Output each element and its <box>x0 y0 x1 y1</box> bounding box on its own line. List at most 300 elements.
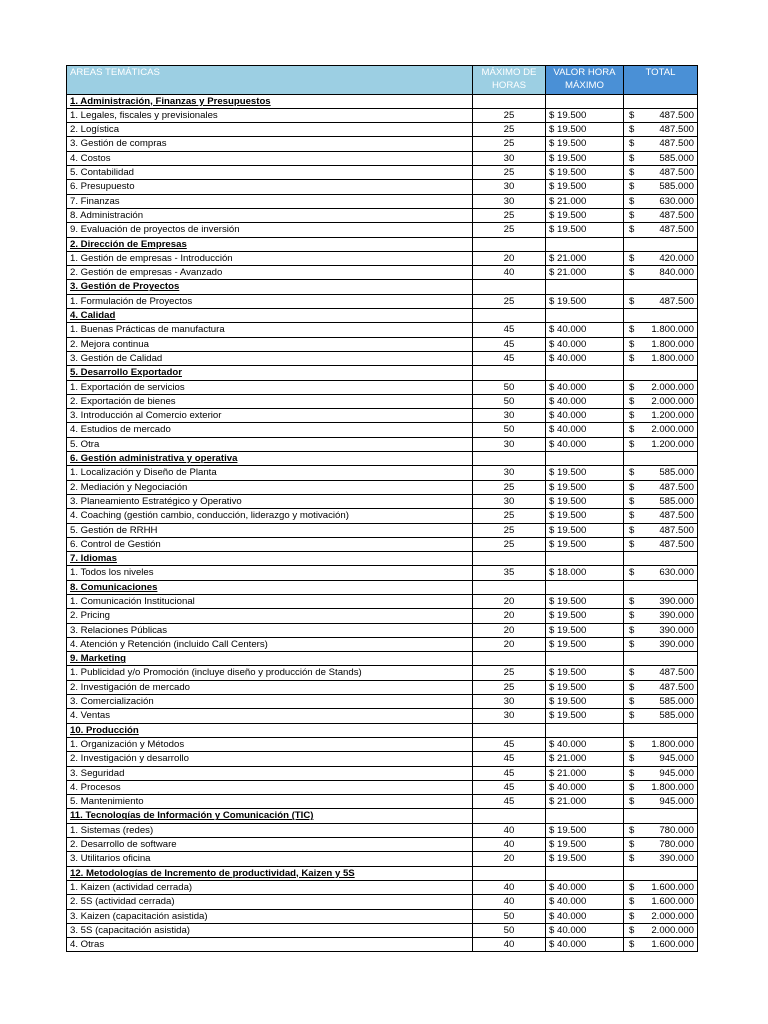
category-title: 9. Marketing <box>67 652 473 666</box>
table-row <box>67 337 698 351</box>
item-name: 3. Planeamiento Estratégico y Operativo <box>67 494 473 508</box>
item-total: 1.600.000 <box>651 881 694 893</box>
item-valor-hora: $ 21.000 <box>546 795 624 809</box>
item-name: 4. Estudios de mercado <box>67 423 473 437</box>
item-horas: 25 <box>473 223 546 237</box>
currency-symbol: $ <box>629 324 635 336</box>
currency-symbol: $ <box>629 224 635 236</box>
item-total-cell <box>624 123 698 137</box>
item-total-cell <box>624 938 698 952</box>
category-title: 5. Desarrollo Exportador <box>67 366 473 380</box>
empty-cell <box>546 309 624 323</box>
item-valor-hora: $ 40.000 <box>546 895 624 909</box>
category-row <box>67 94 698 108</box>
item-valor-hora: $ 40.000 <box>546 923 624 937</box>
item-horas: 50 <box>473 394 546 408</box>
currency-symbol: $ <box>629 124 635 136</box>
item-total: 390.000 <box>659 624 694 636</box>
item-total-cell <box>624 266 698 280</box>
item-total: 2.000.000 <box>651 910 694 922</box>
item-valor-hora: $ 40.000 <box>546 737 624 751</box>
item-total-cell <box>624 423 698 437</box>
empty-cell <box>473 452 546 466</box>
currency-symbol: $ <box>629 681 635 693</box>
category-title: 3. Gestión de Proyectos <box>67 280 473 294</box>
item-name: 3. Relaciones Públicas <box>67 623 473 637</box>
item-valor-hora: $ 40.000 <box>546 323 624 337</box>
category-row <box>67 866 698 880</box>
category-row <box>67 366 698 380</box>
item-horas: 30 <box>473 695 546 709</box>
category-title: 6. Gestión administrativa y operativa <box>67 452 473 466</box>
currency-symbol: $ <box>629 152 635 164</box>
table-row <box>67 394 698 408</box>
empty-cell <box>473 552 546 566</box>
item-total: 1.800.000 <box>651 324 694 336</box>
table-row <box>67 437 698 451</box>
table-row <box>67 938 698 952</box>
item-total-cell <box>624 838 698 852</box>
category-title: 4. Calidad <box>67 309 473 323</box>
item-valor-hora: $ 19.500 <box>546 609 624 623</box>
item-total: 585.000 <box>659 181 694 193</box>
currency-symbol: $ <box>629 438 635 450</box>
item-total-cell <box>624 737 698 751</box>
item-name: 3. Seguridad <box>67 766 473 780</box>
category-title: 2. Dirección de Empresas <box>67 237 473 251</box>
currency-symbol: $ <box>629 710 635 722</box>
category-title: 7. Idiomas <box>67 552 473 566</box>
currency-symbol: $ <box>629 338 635 350</box>
category-row <box>67 652 698 666</box>
item-valor-hora: $ 19.500 <box>546 108 624 122</box>
item-valor-hora: $ 19.500 <box>546 594 624 608</box>
currency-symbol: $ <box>629 939 635 951</box>
header-maximo-horas-line2: HORAS <box>491 80 527 91</box>
item-total-cell <box>624 637 698 651</box>
empty-cell <box>624 366 698 380</box>
item-horas: 30 <box>473 466 546 480</box>
item-total: 487.500 <box>659 224 694 236</box>
item-valor-hora: $ 19.500 <box>546 637 624 651</box>
item-total-cell <box>624 566 698 580</box>
item-valor-hora: $ 19.500 <box>546 537 624 551</box>
currency-symbol: $ <box>629 624 635 636</box>
item-valor-hora: $ 19.500 <box>546 137 624 151</box>
item-horas: 45 <box>473 323 546 337</box>
item-name: 2. Desarrollo de software <box>67 838 473 852</box>
item-valor-hora: $ 40.000 <box>546 780 624 794</box>
item-total: 585.000 <box>659 710 694 722</box>
item-horas: 25 <box>473 166 546 180</box>
item-total: 2.000.000 <box>651 924 694 936</box>
item-name: 5. Mantenimiento <box>67 795 473 809</box>
item-name: 3. Gestión de compras <box>67 137 473 151</box>
item-horas: 20 <box>473 637 546 651</box>
item-total: 420.000 <box>659 252 694 264</box>
item-total: 945.000 <box>659 753 694 765</box>
table-row <box>67 752 698 766</box>
currency-symbol: $ <box>629 881 635 893</box>
table-row <box>67 351 698 365</box>
item-valor-hora: $ 19.500 <box>546 466 624 480</box>
item-total-cell <box>624 923 698 937</box>
empty-cell <box>473 309 546 323</box>
item-total-cell <box>624 208 698 222</box>
item-total-cell <box>624 509 698 523</box>
item-name: 8. Administración <box>67 208 473 222</box>
item-total-cell <box>624 480 698 494</box>
item-total-cell <box>624 609 698 623</box>
empty-cell <box>473 809 546 823</box>
table-row <box>67 666 698 680</box>
item-name: 5. Contabilidad <box>67 166 473 180</box>
item-horas: 45 <box>473 752 546 766</box>
table-row <box>67 223 698 237</box>
item-valor-hora: $ 40.000 <box>546 938 624 952</box>
item-valor-hora: $ 21.000 <box>546 766 624 780</box>
table-row <box>67 166 698 180</box>
item-total-cell <box>624 194 698 208</box>
item-name: 9. Evaluación de proyectos de inversión <box>67 223 473 237</box>
item-total: 945.000 <box>659 796 694 808</box>
item-total-cell <box>624 151 698 165</box>
item-valor-hora: $ 40.000 <box>546 437 624 451</box>
item-horas: 30 <box>473 494 546 508</box>
table-row <box>67 194 698 208</box>
table-row <box>67 466 698 480</box>
item-name: 2. Mediación y Negociación <box>67 480 473 494</box>
item-total: 2.000.000 <box>651 381 694 393</box>
item-total-cell <box>624 666 698 680</box>
item-name: 1. Formulación de Proyectos <box>67 294 473 308</box>
table-row <box>67 766 698 780</box>
item-horas: 50 <box>473 909 546 923</box>
table-row <box>67 909 698 923</box>
category-row <box>67 580 698 594</box>
item-name: 1. Comunicación Institucional <box>67 594 473 608</box>
item-total-cell <box>624 523 698 537</box>
item-valor-hora: $ 19.500 <box>546 695 624 709</box>
item-horas: 30 <box>473 409 546 423</box>
category-title: 11. Tecnologías de Información y Comunicación (TIC) <box>67 809 473 823</box>
item-name: 3. Kaizen (capacitación asistida) <box>67 909 473 923</box>
empty-cell <box>546 580 624 594</box>
empty-cell <box>473 94 546 108</box>
item-total-cell <box>624 394 698 408</box>
rates-table <box>66 65 698 952</box>
item-total: 390.000 <box>659 610 694 622</box>
empty-cell <box>624 652 698 666</box>
table-row <box>67 494 698 508</box>
item-valor-hora: $ 19.500 <box>546 823 624 837</box>
item-name: 7. Finanzas <box>67 194 473 208</box>
item-total: 1.600.000 <box>651 896 694 908</box>
item-valor-hora: $ 19.500 <box>546 180 624 194</box>
item-total-cell <box>624 337 698 351</box>
item-valor-hora: $ 19.500 <box>546 709 624 723</box>
item-total: 585.000 <box>659 495 694 507</box>
table-row <box>67 609 698 623</box>
table-row <box>67 108 698 122</box>
table-row <box>67 151 698 165</box>
item-horas: 40 <box>473 823 546 837</box>
currency-symbol: $ <box>629 853 635 865</box>
category-title: 1. Administración, Finanzas y Presupuestos <box>67 94 473 108</box>
item-name: 1. Kaizen (actividad cerrada) <box>67 880 473 894</box>
currency-symbol: $ <box>629 753 635 765</box>
item-total-cell <box>624 823 698 837</box>
item-name: 6. Presupuesto <box>67 180 473 194</box>
currency-symbol: $ <box>629 295 635 307</box>
item-horas: 50 <box>473 923 546 937</box>
item-valor-hora: $ 19.500 <box>546 123 624 137</box>
item-horas: 30 <box>473 151 546 165</box>
item-valor-hora: $ 19.500 <box>546 166 624 180</box>
category-row <box>67 552 698 566</box>
category-row <box>67 452 698 466</box>
item-total-cell <box>624 294 698 308</box>
table-row <box>67 795 698 809</box>
item-total-cell <box>624 623 698 637</box>
item-valor-hora: $ 40.000 <box>546 409 624 423</box>
item-total-cell <box>624 251 698 265</box>
table-row <box>67 266 698 280</box>
currency-symbol: $ <box>629 796 635 808</box>
item-name: 4. Costos <box>67 151 473 165</box>
currency-symbol: $ <box>629 209 635 221</box>
item-total: 2.000.000 <box>651 395 694 407</box>
currency-symbol: $ <box>629 467 635 479</box>
item-total-cell <box>624 380 698 394</box>
item-name: 1. Buenas Prácticas de manufactura <box>67 323 473 337</box>
table-row <box>67 208 698 222</box>
empty-cell <box>546 237 624 251</box>
currency-symbol: $ <box>629 267 635 279</box>
item-horas: 20 <box>473 852 546 866</box>
currency-symbol: $ <box>629 481 635 493</box>
currency-symbol: $ <box>629 167 635 179</box>
item-horas: 35 <box>473 566 546 580</box>
currency-symbol: $ <box>629 352 635 364</box>
item-valor-hora: $ 19.500 <box>546 680 624 694</box>
item-total: 585.000 <box>659 152 694 164</box>
item-name: 2. Logística <box>67 123 473 137</box>
item-name: 1. Publicidad y/o Promoción (incluye diseño y producción de Stands) <box>67 666 473 680</box>
item-valor-hora: $ 19.500 <box>546 852 624 866</box>
item-name: 2. Exportación de bienes <box>67 394 473 408</box>
item-total: 487.500 <box>659 510 694 522</box>
item-horas: 30 <box>473 180 546 194</box>
header-maximo-horas-line1: MÁXIMO DE <box>481 67 537 78</box>
item-valor-hora: $ 21.000 <box>546 251 624 265</box>
empty-cell <box>546 452 624 466</box>
item-valor-hora: $ 40.000 <box>546 423 624 437</box>
item-total-cell <box>624 137 698 151</box>
item-horas: 40 <box>473 938 546 952</box>
item-total-cell <box>624 323 698 337</box>
header-row <box>67 66 698 95</box>
table-row <box>67 594 698 608</box>
item-valor-hora: $ 19.500 <box>546 623 624 637</box>
item-total: 390.000 <box>659 595 694 607</box>
table-row <box>67 623 698 637</box>
currency-symbol: $ <box>629 610 635 622</box>
table-row <box>67 923 698 937</box>
currency-symbol: $ <box>629 595 635 607</box>
item-horas: 40 <box>473 895 546 909</box>
header-valor-hora <box>546 66 624 95</box>
item-name: 5. Otra <box>67 437 473 451</box>
currency-symbol: $ <box>629 410 635 422</box>
item-name: 1. Exportación de servicios <box>67 380 473 394</box>
currency-symbol: $ <box>629 767 635 779</box>
item-horas: 30 <box>473 437 546 451</box>
item-total-cell <box>624 537 698 551</box>
empty-cell <box>624 580 698 594</box>
empty-cell <box>546 723 624 737</box>
item-horas: 25 <box>473 208 546 222</box>
item-total-cell <box>624 223 698 237</box>
item-valor-hora: $ 19.500 <box>546 523 624 537</box>
empty-cell <box>546 866 624 880</box>
item-valor-hora: $ 19.500 <box>546 666 624 680</box>
item-name: 1. Organización y Métodos <box>67 737 473 751</box>
item-name: 3. Comercialización <box>67 695 473 709</box>
item-total: 1.800.000 <box>651 781 694 793</box>
item-name: 2. Mejora continua <box>67 337 473 351</box>
item-horas: 25 <box>473 509 546 523</box>
item-horas: 25 <box>473 294 546 308</box>
empty-cell <box>546 652 624 666</box>
table-row <box>67 838 698 852</box>
table-row <box>67 852 698 866</box>
item-total: 487.500 <box>659 481 694 493</box>
item-total: 1.800.000 <box>651 338 694 350</box>
item-total: 945.000 <box>659 767 694 779</box>
item-total-cell <box>624 780 698 794</box>
item-name: 2. Gestión de empresas - Avanzado <box>67 266 473 280</box>
item-valor-hora: $ 40.000 <box>546 394 624 408</box>
category-title: 12. Metodologías de Incremento de productividad, Kaizen y 5S <box>67 866 473 880</box>
currency-symbol: $ <box>629 138 635 150</box>
item-total: 630.000 <box>659 567 694 579</box>
item-total: 487.500 <box>659 667 694 679</box>
empty-cell <box>473 652 546 666</box>
currency-symbol: $ <box>629 667 635 679</box>
item-valor-hora: $ 19.500 <box>546 509 624 523</box>
item-valor-hora: $ 40.000 <box>546 909 624 923</box>
item-total-cell <box>624 351 698 365</box>
item-total-cell <box>624 852 698 866</box>
item-horas: 45 <box>473 766 546 780</box>
item-name: 4. Procesos <box>67 780 473 794</box>
table-row <box>67 380 698 394</box>
empty-cell <box>624 452 698 466</box>
category-row <box>67 237 698 251</box>
item-total: 487.500 <box>659 138 694 150</box>
item-horas: 50 <box>473 423 546 437</box>
currency-symbol: $ <box>629 538 635 550</box>
item-name: 3. Introducción al Comercio exterior <box>67 409 473 423</box>
table-row <box>67 251 698 265</box>
table-row <box>67 695 698 709</box>
item-valor-hora: $ 19.500 <box>546 838 624 852</box>
item-valor-hora: $ 21.000 <box>546 266 624 280</box>
item-valor-hora: $ 40.000 <box>546 880 624 894</box>
item-total: 780.000 <box>659 824 694 836</box>
item-total: 487.500 <box>659 167 694 179</box>
item-total: 487.500 <box>659 124 694 136</box>
item-horas: 25 <box>473 137 546 151</box>
item-total-cell <box>624 494 698 508</box>
item-total: 487.500 <box>659 109 694 121</box>
item-total: 840.000 <box>659 267 694 279</box>
item-total: 487.500 <box>659 538 694 550</box>
item-name: 6. Control de Gestión <box>67 537 473 551</box>
empty-cell <box>546 280 624 294</box>
item-horas: 25 <box>473 123 546 137</box>
item-name: 4. Coaching (gestión cambio, conducción, liderazgo y motivación) <box>67 509 473 523</box>
item-valor-hora: $ 19.500 <box>546 208 624 222</box>
item-horas: 50 <box>473 380 546 394</box>
empty-cell <box>473 237 546 251</box>
item-horas: 25 <box>473 666 546 680</box>
item-total: 390.000 <box>659 853 694 865</box>
item-horas: 20 <box>473 251 546 265</box>
item-name: 1. Sistemas (redes) <box>67 823 473 837</box>
empty-cell <box>473 366 546 380</box>
item-total-cell <box>624 695 698 709</box>
empty-cell <box>473 866 546 880</box>
item-total: 2.000.000 <box>651 424 694 436</box>
item-name: 4. Atención y Retención (incluido Call Centers) <box>67 637 473 651</box>
currency-symbol: $ <box>629 195 635 207</box>
category-row <box>67 723 698 737</box>
item-horas: 20 <box>473 594 546 608</box>
item-total-cell <box>624 752 698 766</box>
item-name: 2. 5S (actividad cerrada) <box>67 895 473 909</box>
item-total-cell <box>624 766 698 780</box>
item-total-cell <box>624 166 698 180</box>
header-areas: AREAS TEMÁTICAS <box>67 66 473 95</box>
table-row <box>67 680 698 694</box>
currency-symbol: $ <box>629 824 635 836</box>
item-total: 1.800.000 <box>651 352 694 364</box>
currency-symbol: $ <box>629 252 635 264</box>
item-total: 1.200.000 <box>651 438 694 450</box>
item-horas: 45 <box>473 351 546 365</box>
item-valor-hora: $ 21.000 <box>546 194 624 208</box>
empty-cell <box>624 237 698 251</box>
table-row <box>67 480 698 494</box>
empty-cell <box>624 309 698 323</box>
item-total-cell <box>624 466 698 480</box>
header-maximo-horas <box>473 66 546 95</box>
item-valor-hora: $ 19.500 <box>546 151 624 165</box>
currency-symbol: $ <box>629 839 635 851</box>
category-title: 10. Producción <box>67 723 473 737</box>
item-valor-hora: $ 19.500 <box>546 294 624 308</box>
empty-cell <box>473 580 546 594</box>
currency-symbol: $ <box>629 524 635 536</box>
item-horas: 20 <box>473 623 546 637</box>
category-row <box>67 309 698 323</box>
table-row <box>67 423 698 437</box>
item-total-cell <box>624 180 698 194</box>
currency-symbol: $ <box>629 495 635 507</box>
item-total-cell <box>624 895 698 909</box>
